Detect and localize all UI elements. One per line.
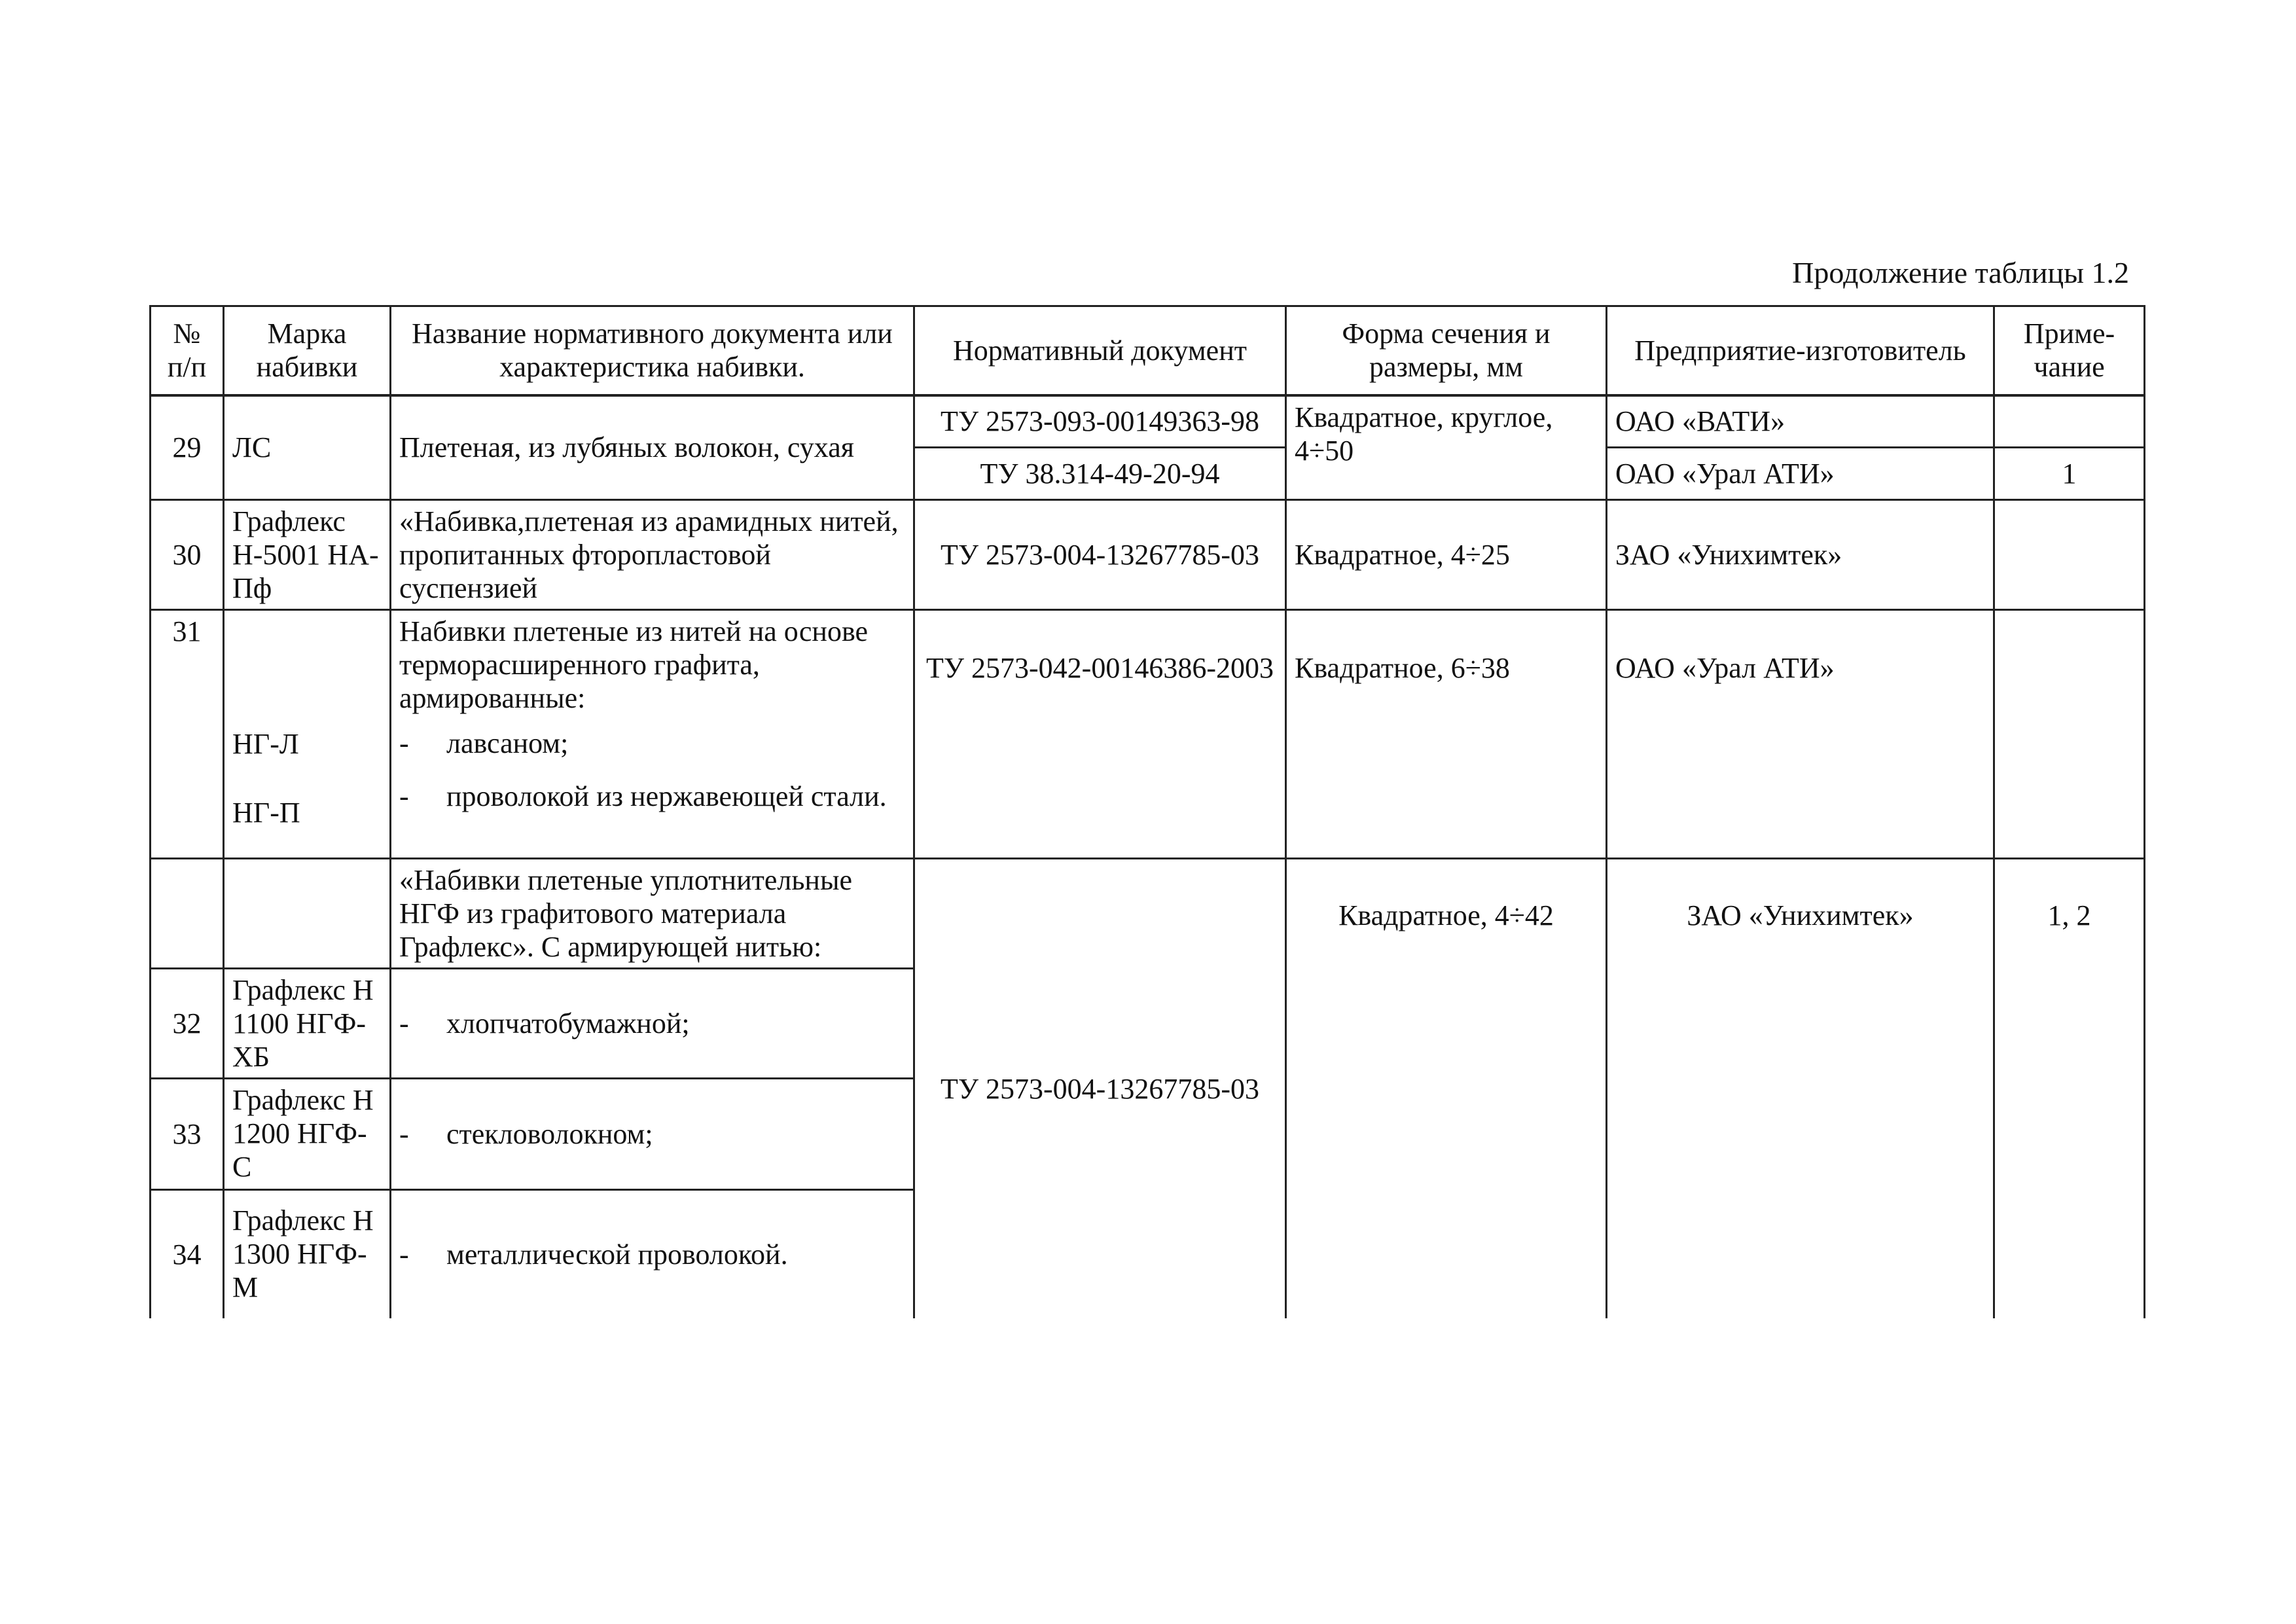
row-note (1994, 610, 2145, 859)
table-row (151, 500, 2145, 610)
row-brand: Графлекс Н 1100 НГФ-ХБ (224, 969, 391, 1079)
table-row (151, 395, 2145, 448)
header-name: Название нормативного документа или характеристика набивки. (391, 306, 914, 395)
row-name: «Набивки плетеные уплотнительные НГФ из графитового материала Графлекс». С армирующей нитью: (391, 859, 914, 969)
reinforcement-item: - металлической проволокой. (399, 1238, 905, 1271)
row-brand: Графлекс Н 1300 НГФ-М (224, 1190, 391, 1318)
row-note: 1, 2 (1994, 859, 2145, 1318)
row-num: 30 (151, 500, 224, 610)
table-row (151, 610, 2145, 859)
row-shape: Квадратное, 4÷25 (1286, 500, 1607, 610)
row-brand: ЛС (224, 395, 391, 500)
row-num: 31 (151, 610, 224, 859)
row-shape: Квадратное, 4÷42 (1286, 859, 1607, 1318)
row-num: 32 (151, 969, 224, 1079)
row-name: «Набивка,плетеная из арамидных нитей, пропитанных фторопластовой суспензией (391, 500, 914, 610)
row-doc: ТУ 2573-004-13267785-03 (914, 859, 1286, 1318)
row-num: 33 (151, 1079, 224, 1190)
table-row (151, 859, 2145, 969)
row-brand: Графлекс Н 1200 НГФ-С (224, 1079, 391, 1190)
row-doc: ТУ 38.314-49-20-94 (914, 448, 1286, 500)
row-num: 29 (151, 395, 224, 500)
row-maker: ОАО «Урал АТИ» (1607, 610, 1994, 859)
row-num (151, 859, 224, 969)
row-num: 34 (151, 1190, 224, 1318)
row-note (1994, 395, 2145, 448)
row-shape: Квадратное, 6÷38 (1286, 610, 1607, 859)
row-name: Плетеная, из лубяных волокон, сухая (391, 395, 914, 500)
table-caption: Продолжение таблицы 1.2 (1792, 256, 2129, 289)
row-maker: ЗАО «Унихимтек» (1607, 500, 1994, 610)
header-brand: Марка набивки (224, 306, 391, 395)
row-name (391, 1079, 914, 1190)
header-maker: Предприятие-изготовитель (1607, 306, 1994, 395)
row-brand: Графлекс Н-5001 НА-Пф (224, 500, 391, 610)
row-name (391, 610, 914, 859)
row-brand (224, 610, 391, 859)
reinforcement-item: - хлопчатобумажной; (399, 1007, 905, 1040)
row-name (391, 969, 914, 1079)
row-name (391, 1190, 914, 1318)
reinforcement-item: - лавсаном; (399, 727, 905, 760)
row-doc: ТУ 2573-004-13267785-03 (914, 500, 1286, 610)
header-num: № п/п (151, 306, 224, 395)
header-shape: Форма сечения и размеры, мм (1286, 306, 1607, 395)
row-note: 1 (1994, 448, 2145, 500)
row-name-text: Набивки плетеные из нитей на основе терморасширенного графита, армированные: (399, 615, 868, 715)
reinforcement-item: - проволокой из нержавеющей стали. (399, 780, 905, 813)
brand-variant: НГ-П (232, 797, 300, 829)
table-header-row (151, 306, 2145, 395)
row-note (1994, 500, 2145, 610)
row-brand (224, 859, 391, 969)
header-note: Приме- чание (1994, 306, 2145, 395)
row-maker: ЗАО «Унихимтек» (1607, 859, 1994, 1318)
row-shape: Квадратное, круглое, 4÷50 (1286, 395, 1607, 500)
packing-table (149, 305, 2145, 1318)
header-doc: Нормативный документ (914, 306, 1286, 395)
row-doc: ТУ 2573-042-00146386-2003 (914, 610, 1286, 859)
row-maker: ОАО «Урал АТИ» (1607, 448, 1994, 500)
reinforcement-item: - стекловолокном; (399, 1117, 905, 1151)
row-doc: ТУ 2573-093-00149363-98 (914, 395, 1286, 448)
brand-variant: НГ-Л (232, 728, 299, 761)
row-maker: ОАО «ВАТИ» (1607, 395, 1994, 448)
